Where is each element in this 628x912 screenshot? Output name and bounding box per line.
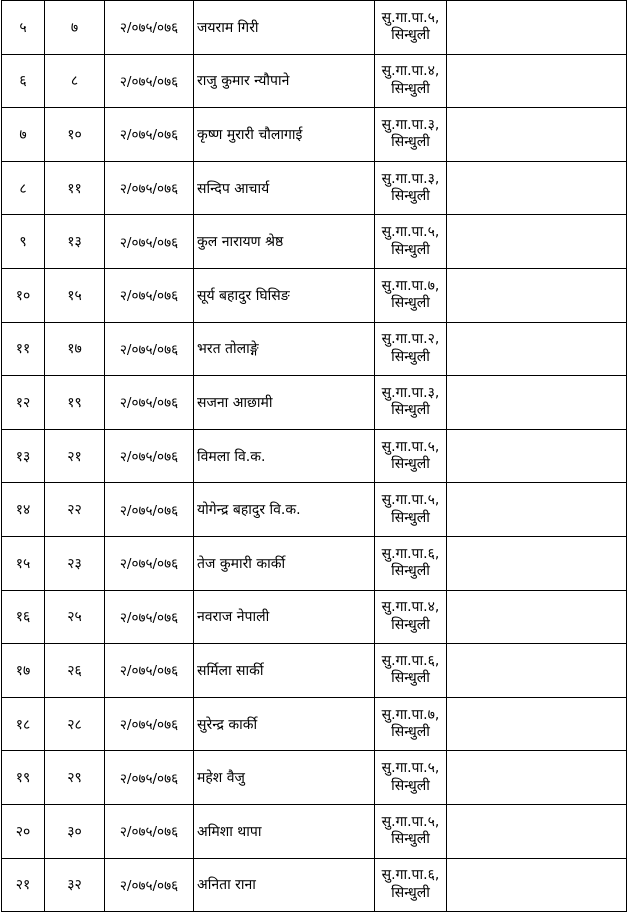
fiscal-year-cell: २/०७५/०७६	[105, 161, 194, 215]
address-cell	[375, 804, 447, 858]
address-line-district: सिन्धुली	[391, 402, 430, 419]
address-line-municipality: सु.गा.पा.६,	[381, 867, 440, 884]
name-cell: जयराम गिरी	[194, 1, 375, 55]
remarks-cell	[447, 751, 627, 805]
serial-number-cell: १२	[2, 376, 45, 430]
serial-number-cell: १५	[2, 536, 45, 590]
remarks-cell	[447, 215, 627, 269]
address-line-municipality: सु.गा.पा.७,	[381, 706, 440, 723]
table-row	[2, 483, 627, 537]
fiscal-year-cell: २/०७५/०७६	[105, 108, 194, 162]
serial-number-cell: १९	[2, 751, 45, 805]
address-cell	[375, 376, 447, 430]
registration-number-cell: १५	[45, 268, 105, 322]
fiscal-year-cell: २/०७५/०७६	[105, 804, 194, 858]
address-line-municipality: सु.गा.पा.३,	[381, 384, 440, 401]
remarks-cell	[447, 1, 627, 55]
fiscal-year-cell: २/०७५/०७६	[105, 536, 194, 590]
serial-number-cell: ७	[2, 108, 45, 162]
serial-number-cell: १८	[2, 697, 45, 751]
name-cell: विमला वि.क.	[194, 429, 375, 483]
address-cell	[375, 268, 447, 322]
registration-number-cell: ३०	[45, 804, 105, 858]
registration-number-cell: २२	[45, 483, 105, 537]
registration-number-cell: २६	[45, 644, 105, 698]
registration-number-cell: ११	[45, 161, 105, 215]
table-row	[2, 376, 627, 430]
table-row	[2, 804, 627, 858]
fiscal-year-cell: २/०७५/०७६	[105, 751, 194, 805]
address-cell	[375, 697, 447, 751]
remarks-cell	[447, 644, 627, 698]
address-line-municipality: सु.गा.पा.३,	[381, 116, 440, 133]
address-line-municipality: सु.गा.पा.२,	[381, 331, 440, 348]
name-cell: सुरेन्द्र कार्की	[194, 697, 375, 751]
fiscal-year-cell: २/०७५/०७६	[105, 1, 194, 55]
address-cell	[375, 215, 447, 269]
registration-number-cell: २५	[45, 590, 105, 644]
name-cell: अनिता राना	[194, 858, 375, 912]
registration-number-cell: ३२	[45, 858, 105, 912]
address-line-district: सिन्धुली	[391, 563, 430, 580]
address-line-district: सिन्धुली	[391, 27, 430, 44]
serial-number-cell: २१	[2, 858, 45, 912]
serial-number-cell: ८	[2, 161, 45, 215]
address-cell	[375, 322, 447, 376]
name-cell: महेश वैजु	[194, 751, 375, 805]
registration-number-cell: २९	[45, 751, 105, 805]
fiscal-year-cell: २/०७५/०७६	[105, 858, 194, 912]
address-line-municipality: सु.गा.पा.५,	[381, 9, 440, 26]
registration-number-cell: ८	[45, 54, 105, 108]
table-row	[2, 536, 627, 590]
serial-number-cell: १७	[2, 644, 45, 698]
serial-number-cell: ५	[2, 1, 45, 55]
address-line-municipality: सु.गा.पा.६,	[381, 545, 440, 562]
address-line-municipality: सु.गा.पा.५,	[381, 492, 440, 509]
registration-number-cell: १७	[45, 322, 105, 376]
table-row	[2, 322, 627, 376]
serial-number-cell: ९	[2, 215, 45, 269]
registration-number-cell: १३	[45, 215, 105, 269]
address-line-district: सिन्धुली	[391, 724, 430, 741]
address-line-district: सिन्धुली	[391, 295, 430, 312]
serial-number-cell: १३	[2, 429, 45, 483]
serial-number-cell: १०	[2, 268, 45, 322]
serial-number-cell: ११	[2, 322, 45, 376]
name-cell: अमिशा थापा	[194, 804, 375, 858]
serial-number-cell: २०	[2, 804, 45, 858]
address-line-district: सिन्धुली	[391, 831, 430, 848]
name-cell: कृष्ण मुरारी चौलागाई	[194, 108, 375, 162]
table-row	[2, 590, 627, 644]
registration-number-cell: २१	[45, 429, 105, 483]
table-row	[2, 108, 627, 162]
address-cell	[375, 590, 447, 644]
address-cell	[375, 536, 447, 590]
name-cell: राजु कुमार न्यौपाने	[194, 54, 375, 108]
registration-number-cell: २३	[45, 536, 105, 590]
registration-number-cell: ७	[45, 1, 105, 55]
name-cell: सर्मिला सार्की	[194, 644, 375, 698]
remarks-cell	[447, 54, 627, 108]
remarks-cell	[447, 697, 627, 751]
address-line-municipality: सु.गा.पा.५,	[381, 438, 440, 455]
records-table	[1, 0, 627, 912]
address-line-district: सिन्धुली	[391, 241, 430, 258]
name-cell: तेज कुमारी कार्की	[194, 536, 375, 590]
name-cell: सजना आछामी	[194, 376, 375, 430]
table-row	[2, 751, 627, 805]
address-cell	[375, 429, 447, 483]
remarks-cell	[447, 590, 627, 644]
name-cell: योगेन्द्र बहादुर वि.क.	[194, 483, 375, 537]
remarks-cell	[447, 161, 627, 215]
remarks-cell	[447, 429, 627, 483]
fiscal-year-cell: २/०७५/०७६	[105, 376, 194, 430]
remarks-cell	[447, 322, 627, 376]
address-line-district: सिन्धुली	[391, 509, 430, 526]
fiscal-year-cell: २/०७५/०७६	[105, 268, 194, 322]
address-line-municipality: सु.गा.पा.६,	[381, 652, 440, 669]
address-cell	[375, 161, 447, 215]
registration-number-cell: १९	[45, 376, 105, 430]
remarks-cell	[447, 483, 627, 537]
address-cell	[375, 858, 447, 912]
table-row	[2, 429, 627, 483]
fiscal-year-cell: २/०७५/०७६	[105, 697, 194, 751]
table-row	[2, 268, 627, 322]
address-cell	[375, 54, 447, 108]
address-line-district: सिन्धुली	[391, 777, 430, 794]
fiscal-year-cell: २/०७५/०७६	[105, 644, 194, 698]
fiscal-year-cell: २/०७५/०७६	[105, 54, 194, 108]
name-cell: भरत तोलाङ्गे	[194, 322, 375, 376]
fiscal-year-cell: २/०७५/०७६	[105, 322, 194, 376]
name-cell: नवराज नेपाली	[194, 590, 375, 644]
remarks-cell	[447, 804, 627, 858]
registration-number-cell: २८	[45, 697, 105, 751]
serial-number-cell: १४	[2, 483, 45, 537]
table-row	[2, 54, 627, 108]
address-line-district: सिन्धुली	[391, 670, 430, 687]
records-table-body	[2, 1, 627, 912]
fiscal-year-cell: २/०७५/०७६	[105, 429, 194, 483]
remarks-cell	[447, 858, 627, 912]
address-cell	[375, 108, 447, 162]
address-cell	[375, 483, 447, 537]
address-line-district: सिन्धुली	[391, 884, 430, 901]
table-row	[2, 858, 627, 912]
remarks-cell	[447, 376, 627, 430]
address-line-municipality: सु.गा.पा.४,	[381, 599, 440, 616]
fiscal-year-cell: २/०७५/०७६	[105, 483, 194, 537]
address-line-district: सिन्धुली	[391, 134, 430, 151]
address-line-municipality: सु.गा.पा.५,	[381, 813, 440, 830]
name-cell: कुल नारायण श्रेष्ठ	[194, 215, 375, 269]
table-row	[2, 215, 627, 269]
address-line-municipality: सु.गा.पा.५,	[381, 760, 440, 777]
address-line-municipality: सु.गा.पा.५,	[381, 224, 440, 241]
address-line-district: सिन्धुली	[391, 456, 430, 473]
fiscal-year-cell: २/०७५/०७६	[105, 590, 194, 644]
fiscal-year-cell: २/०७५/०७६	[105, 215, 194, 269]
table-row	[2, 161, 627, 215]
address-line-district: सिन्धुली	[391, 348, 430, 365]
address-line-municipality: सु.गा.पा.३,	[381, 170, 440, 187]
remarks-cell	[447, 536, 627, 590]
serial-number-cell: ६	[2, 54, 45, 108]
table-row	[2, 1, 627, 55]
address-line-municipality: सु.गा.पा.४,	[381, 63, 440, 80]
address-line-district: सिन्धुली	[391, 80, 430, 97]
address-cell	[375, 1, 447, 55]
serial-number-cell: १६	[2, 590, 45, 644]
address-cell	[375, 644, 447, 698]
registration-number-cell: १०	[45, 108, 105, 162]
address-line-district: सिन्धुली	[391, 616, 430, 633]
address-line-district: सिन्धुली	[391, 188, 430, 205]
table-row	[2, 644, 627, 698]
address-cell	[375, 751, 447, 805]
remarks-cell	[447, 268, 627, 322]
remarks-cell	[447, 108, 627, 162]
name-cell: सन्दिप आचार्य	[194, 161, 375, 215]
table-row	[2, 697, 627, 751]
address-line-municipality: सु.गा.पा.७,	[381, 277, 440, 294]
name-cell: सूर्य बहादुर घिसिङ	[194, 268, 375, 322]
